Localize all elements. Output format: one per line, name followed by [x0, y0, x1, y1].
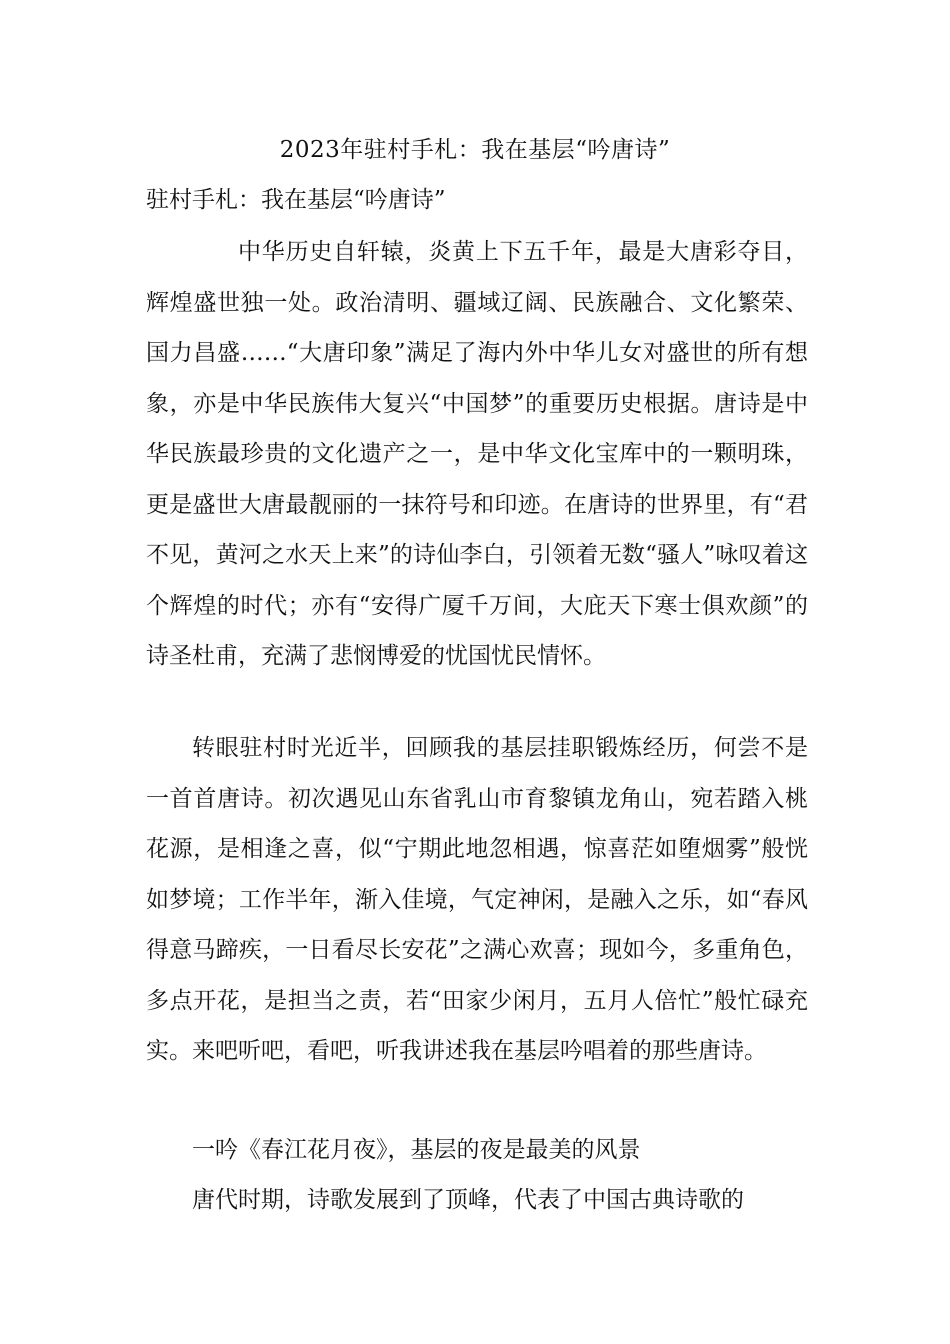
paragraph-intro: 中华历史自轩辕，炎黄上下五千年，最是大唐彩夺目，辉煌盛世独一处。政治清明、疆域辽阔、民族融合、文化繁荣、国力昌盛……“大唐印象”满足了海内外中华儿女对盛世的所有想象，亦是中华民族伟大复兴“中国梦”的重要历史根据。唐诗是中华民族最珍贵的文化遗产之一，是中华文化宝库中的一颗明珠，更是盛世大唐最靓丽的一抹符号和印迹。在唐诗的世界里，有“君不见，黄河之水天上来”的诗仙李白，引领着无数“骚人”咏叹着这个辉煌的时代；亦有“安得广厦千万间，大庇天下寒士俱欢颜”的诗圣杜甫，充满了悲悯博爱的忧国忧民情怀。	[146, 239, 808, 669]
paragraph-experience: 转眼驻村时光近半，回顾我的基层挂职锻炼经历，何尝不是一首首唐诗。初次遇见山东省乳山市育黎镇龙角山，宛若踏入桃花源，是相逢之喜，似“宁期此地忽相遇，惊喜茫如堕烟雾”般恍如梦境；工作半年，渐入佳境，气定神闲，是融入之乐，如“春风得意马蹄疾，一日看尽长安花”之满心欢喜；现如今，多重角色，多点开花，是担当之责，若“田家少闲月，五月人倍忙”般忙碌充实。来吧听吧，看吧，听我讲述我在基层吟唱着的那些唐诗。	[146, 735, 808, 1064]
document-title: 2023年驻村手札：我在基层“吟唐诗”	[279, 137, 671, 163]
document-subtitle: 驻村手札：我在基层“吟唐诗”	[146, 187, 446, 213]
section-heading: 一吟《春江花月夜》，基层的夜是最美的风景	[192, 1137, 641, 1163]
paragraph-section-start: 唐代时期，诗歌发展到了顶峰，代表了中国古典诗歌的	[192, 1187, 744, 1213]
